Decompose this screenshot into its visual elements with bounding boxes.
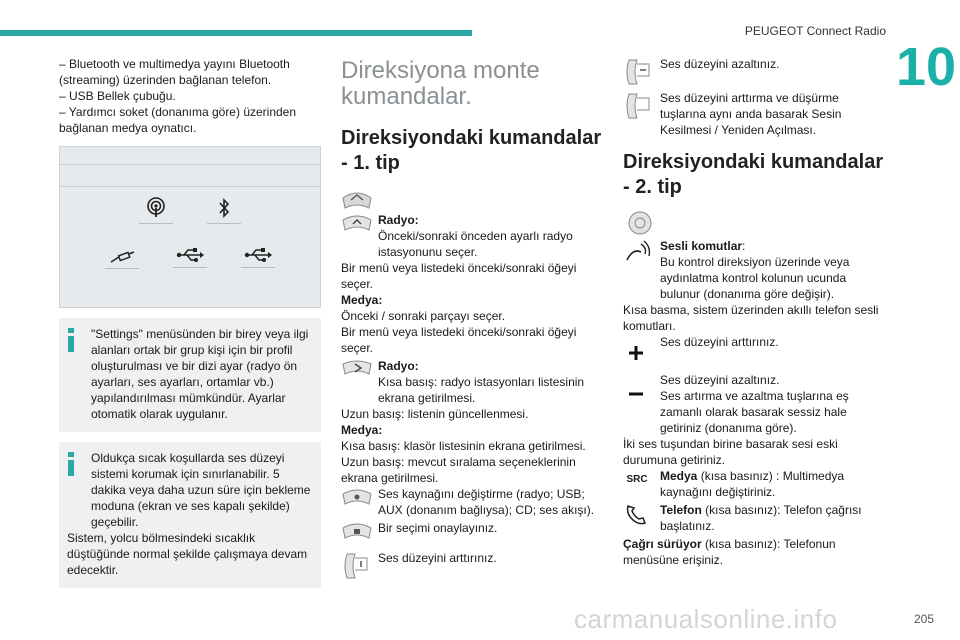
medya-text-1: Önceki / sonraki parçayı seçer.: [341, 309, 506, 323]
section-title: Direksiyona monte kumandalar.: [341, 57, 540, 110]
radio-prev-next-row: [341, 212, 605, 260]
steering-stalk-icon: [623, 90, 655, 122]
steering-wheel-button-icon: [341, 520, 373, 542]
info-box-profiles: [59, 318, 321, 432]
bluetooth-icon: [206, 197, 242, 224]
info-profiles-text: "Settings" menüsünden bir birey veya ilgi alanları ortak bir grup kişi için bir profil oluşturulması ve bir dizi ayar (radyo ön ayarları, ses ayarları, ortamlar vb.) yapılandırılması mümkündür. Ayarlar otomatik olarak uygulanır.: [91, 327, 309, 421]
confirm-row: [341, 520, 605, 540]
minus-text-3: İki ses tuşundan birine basarak sesi eski durumuna getiriniz.: [623, 437, 838, 467]
wifi-icon: [138, 197, 174, 224]
bullet-usb: – USB Bellek çubuğu.: [59, 89, 176, 103]
radyo-label-2: Radyo:: [378, 359, 419, 373]
header-rule: [0, 30, 472, 36]
steering-stalk-icon: [341, 550, 373, 582]
info-temperature-text-2: Sistem, yolcu bölmesindeki sıcaklık düştüğünde normal şekilde çalışmaya devam edecektir.: [67, 531, 308, 577]
steering-wheel-button-icon: [341, 358, 373, 380]
type2-heading: Direksiyondaki kumandalar - 2. tip: [623, 151, 884, 198]
cagri-text: (kısa basınız): Telefonun menüsüne erişiniz.: [623, 537, 836, 567]
aux-plug-icon: [104, 250, 140, 269]
page-number: 205: [913, 612, 934, 626]
mute-row: [623, 90, 885, 138]
volume-down-text: Ses düzeyini azaltınız.: [660, 57, 780, 71]
medya-label-1: Medya:: [341, 293, 383, 307]
radyo-label-1: Radyo:: [378, 213, 419, 227]
usb-icon: [240, 247, 276, 268]
steering-control-icon: [341, 188, 605, 210]
usb-icon: [172, 247, 208, 268]
radyo-text-1b: Bir menü veya listedeki önceki/sonraki öğeyi seçer.: [341, 261, 577, 291]
column-2: [341, 56, 605, 580]
volume-up-row: [341, 550, 605, 580]
medya-text-2b: Uzun basış: mevcut sıralama seçeneklerinin ekrana getirilmesi.: [341, 455, 576, 485]
voice-command-icon: [623, 238, 655, 264]
radyo-text-1: Önceki/sonraki önceden ayarlı radyo istasyonunu seçer.: [378, 229, 573, 259]
voice-text-2: Kısa basma, sistem üzerinden akıllı telefon sesli komutları.: [623, 303, 879, 333]
plus-icon: [623, 334, 649, 364]
source-text: Ses kaynağını değiştirme (radyo; USB; AUX (donanım bağlıysa); CD; ses akışı).: [378, 487, 595, 517]
medya-label: Medya: [660, 469, 698, 483]
phone-icon: [623, 502, 649, 528]
medya-text-1b: Bir menü veya listedeki önceki/sonraki öğeyi seçer.: [341, 325, 577, 355]
plus-text: Ses düzeyini arttırınız.: [660, 335, 779, 349]
confirm-text: Bir seçimi onaylayınız.: [378, 521, 498, 535]
plus-row: [623, 334, 885, 364]
telefon-text: (kısa basınız): Telefon çağrısı başlatınız.: [660, 503, 862, 533]
column-1: [59, 56, 321, 588]
radyo-text-2: Kısa basış: radyo istasyonları listesinin ekrana getirilmesi.: [378, 375, 585, 405]
voice-command-row: Sesli komutlar: Bu kontrol direksiyon üzerinde veya aydınlatma kontrol kolunun ucunda bulunur (donanıma göre değişir).: [623, 238, 885, 302]
watermark: carmanualsonline.info: [574, 604, 838, 634]
volume-up-text: Ses düzeyini arttırınız.: [378, 551, 497, 565]
telefon-label: Telefon: [660, 503, 702, 517]
bullet-bluetooth: – Bluetooth ve multimedya yayını Bluetooth (streaming) üzerinden bağlanan telefon.: [59, 57, 290, 87]
minus-row: [623, 372, 885, 436]
steering-stalk-icon: [623, 56, 655, 88]
info-temperature-text: Oldukça sıcak koşullarda ses düzeyi sistemi korumak için sınırlanabilir. 5 dakika veya daha uzun süre için bekleme moduna (ekran ve ses kapalı şekilde) geçebilir.: [91, 451, 311, 529]
source-row: [341, 486, 605, 518]
header-title: PEUGEOT Connect Radio: [744, 24, 886, 38]
mute-text: Ses düzeyini arttırma ve düşürme tuşlarına aynı anda basarak Sesin Kesilmesi / Yeniden Açılması.: [660, 91, 842, 137]
steering-wheel-button-icon: [341, 486, 373, 508]
medya-label-2: Medya:: [341, 423, 383, 437]
steering-wheel-button-icon: [341, 212, 373, 234]
minus-icon: [623, 372, 649, 402]
cagri-label: Çağrı sürüyor: [623, 537, 702, 551]
src-button-icon: SRC: [626, 474, 648, 485]
minus-text-1: Ses düzeyini azaltınız.: [660, 373, 780, 387]
type1-heading: Direksiyondaki kumandalar - 1. tip: [341, 127, 602, 174]
volume-down-row: [623, 56, 885, 86]
minus-text-2: Ses artırma ve azaltma tuşlarına eş zamanlı olarak basarak sessiz hale getiriniz (donanıma göre).: [660, 389, 849, 435]
src-row: [623, 468, 885, 500]
steering-wheel-type2-icon: [623, 210, 885, 236]
radio-list-row: [341, 358, 605, 406]
medya-text-2: Kısa basış: klasör listesinin ekrana getirilmesi.: [341, 439, 586, 453]
column-3: [623, 56, 885, 568]
medya-text: (kısa basınız) : Multimedya kaynağını değiştiriniz.: [660, 469, 845, 499]
voice-label: Sesli komutlar: [660, 239, 743, 253]
phone-row: [623, 502, 885, 534]
radyo-text-2b: Uzun basış: listenin güncellenmesi.: [341, 407, 529, 421]
chapter-number: 10: [896, 37, 957, 97]
info-box-temperature: [59, 442, 321, 588]
bullet-aux: – Yardımcı soket (donanıma göre) üzerinden bağlanan medya oynatıcı.: [59, 105, 297, 135]
info-icon: [63, 452, 83, 476]
info-icon: [63, 328, 83, 352]
media-sources-screen: [59, 146, 321, 308]
voice-text: Bu kontrol direksiyon üzerinde veya aydınlatma kontrol kolunun ucunda bulunur (donanıma göre değişir).: [660, 255, 850, 301]
